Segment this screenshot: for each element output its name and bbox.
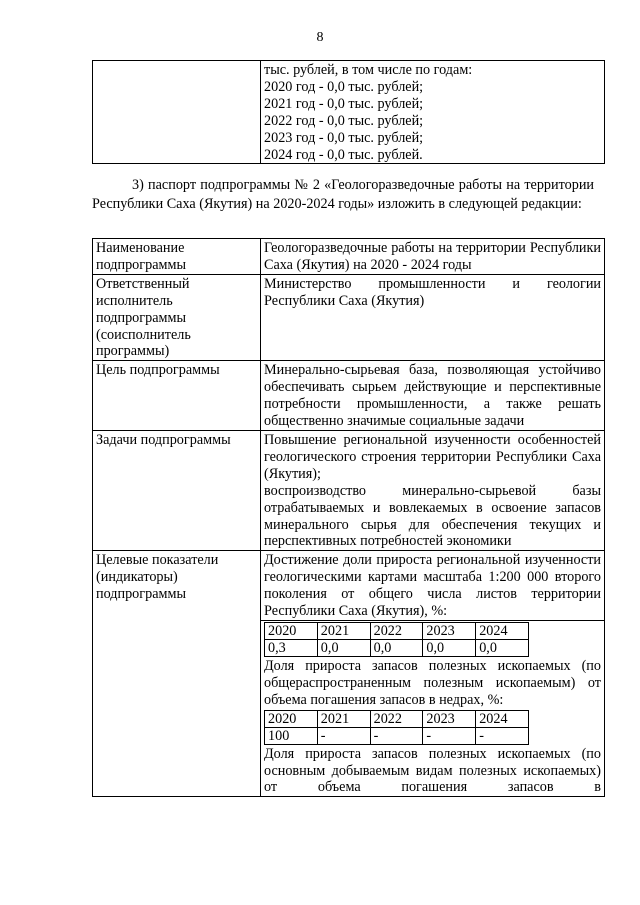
indicator-text: Доля прироста запасов полезных ископаемых (по общераспространенным полезным ископаемым) от объема погашения запасов в недрах, %: [264,657,601,708]
year-cell: 2021 [317,710,370,727]
year-cell: 2022 [370,710,423,727]
indicators-block [261,620,605,796]
year-cell: 2021 [317,622,370,639]
funding-by-years-cell [261,61,605,164]
table-row [93,239,605,275]
row-value-goal: Минерально-сырьевая база, позволяющая устойчиво обеспечивать сырьем действующие и перспективные потребности промышленности, а также решать общественно значимые социальные задачи [261,361,605,431]
row-label-indicators: Целевые показатели (индикаторы) подпрограммы [93,551,261,621]
task-item: воспроизводство минерально-сырьевой базы отрабатываемых и вовлекаемых в освоение запасов минерального сырья для обеспечения текущих и перспективных потребностей экономики [264,482,601,550]
funding-line: 2020 год - 0,0 тыс. рублей; [264,78,424,95]
year-cell: 2023 [423,710,476,727]
indicator-years-table [264,622,529,657]
year-cell: 2020 [265,710,318,727]
value-cell: 0,0 [476,639,529,656]
value-cell: 0,0 [423,639,476,656]
funding-line: 2022 год - 0,0 тыс. рублей; [264,112,424,129]
indicator-text: Достижение доли прироста региональной изученности геологическими картами масштаба 1:200 000 второго поколения от общего числа листов территории Республики Саха (Якутия), %: [261,551,605,621]
funding-line: 2024 год - 0,0 тыс. рублей. [264,146,423,163]
table-row [93,361,605,431]
top-table-empty-cell [93,61,261,164]
table-row [93,274,605,361]
year-cell: 2023 [423,622,476,639]
row-value-executor: Министерство промышленности и геологии Республики Саха (Якутия) [261,274,605,361]
year-cell: 2024 [476,710,529,727]
indicator-text: Доля прироста запасов полезных ископаемых (по основным добываемым видам полезных ископаемых) от объема погашения запасов в [264,745,601,796]
value-cell: 0,3 [265,639,318,656]
table-row [93,551,605,621]
table-row [93,620,605,796]
value-cell: - [317,727,370,744]
funding-line: 2021 год - 0,0 тыс. рублей; [264,95,424,112]
row-label-tasks: Задачи подпрограммы [93,430,261,550]
row-value-tasks [261,430,605,550]
year-cell: 2020 [265,622,318,639]
value-cell: 0,0 [370,639,423,656]
subprogram-passport-table [92,238,605,797]
task-item: Повышение региональной изученности особенностей геологического строения территории Республики Саха (Якутия); [264,431,601,482]
page-number: 8 [316,30,324,45]
row-label-goal: Цель подпрограммы [93,361,261,431]
funding-line: тыс. рублей, в том числе по годам: [264,62,473,78]
top-continuation-table [92,60,605,164]
table-row [93,430,605,550]
year-cell: 2022 [370,622,423,639]
row-label-empty [93,620,261,796]
value-cell: - [423,727,476,744]
row-value-name: Геологоразведочные работы на территории Республики Саха (Якутия) на 2020 - 2024 годы [261,239,605,275]
intro-paragraph: 3) паспорт подпрограммы № 2 «Геологоразведочные работы на территории Республики Саха (Якутия) на 2020-2024 годы» изложить в следующей редакции: [92,177,594,212]
value-cell: 0,0 [317,639,370,656]
row-label-name: Наименование подпрограммы [93,239,261,275]
funding-line: 2023 год - 0,0 тыс. рублей; [264,129,424,146]
indicator-years-table [264,710,529,745]
value-cell: - [370,727,423,744]
row-label-executor: Ответственный исполнитель подпрограммы (соисполнитель программы) [93,274,261,361]
year-cell: 2024 [476,622,529,639]
value-cell: 100 [265,727,318,744]
value-cell: - [476,727,529,744]
